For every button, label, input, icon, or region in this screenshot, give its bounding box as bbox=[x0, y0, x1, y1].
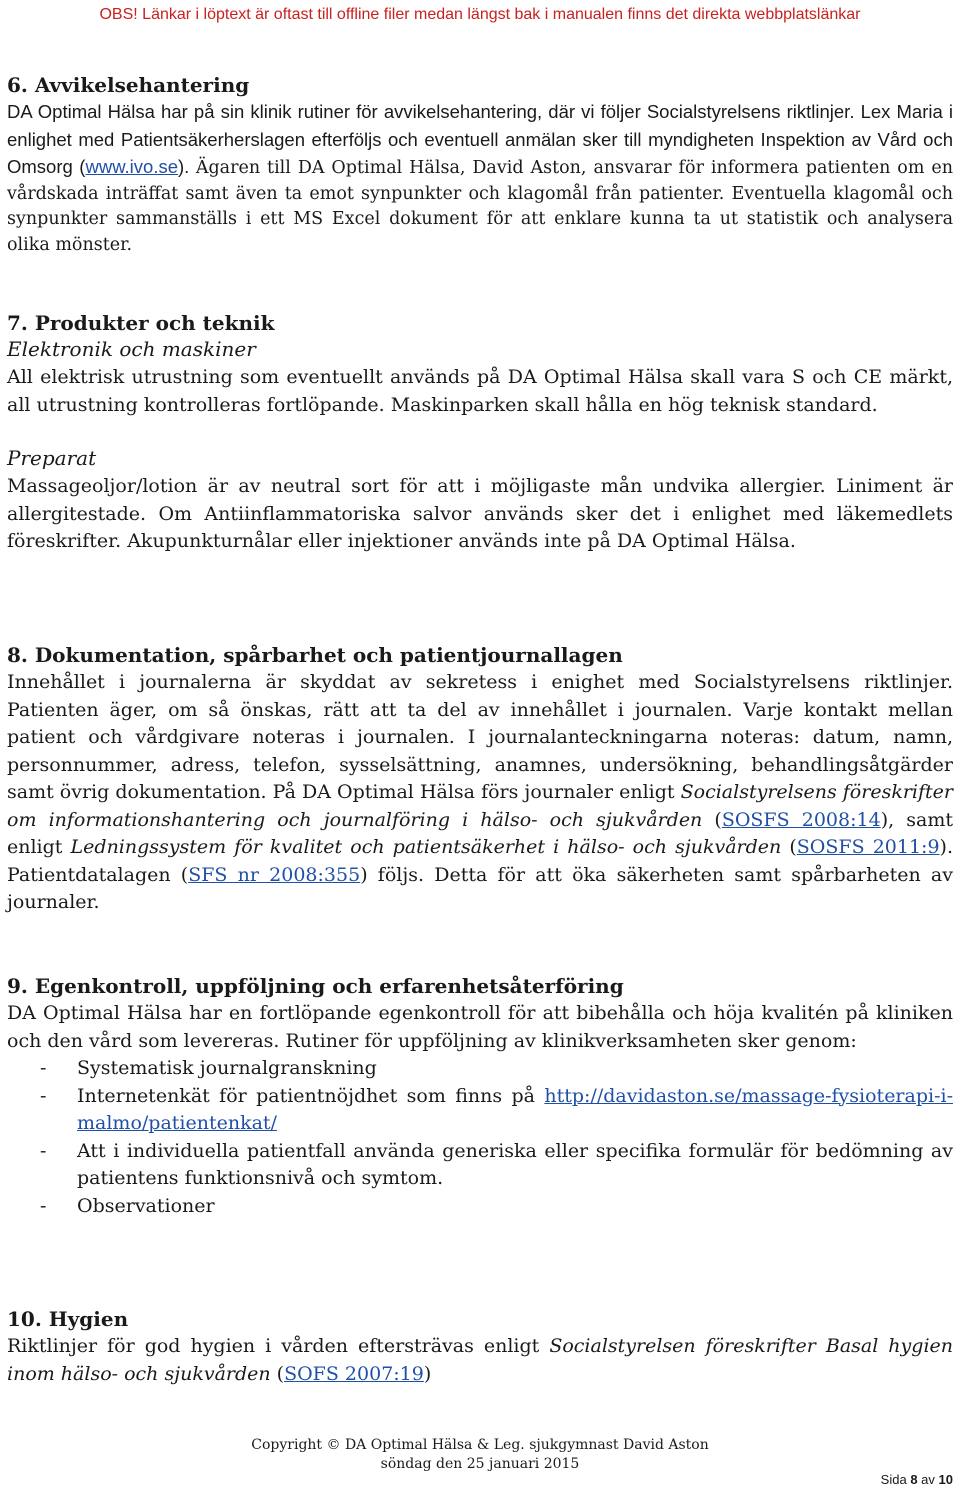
self-control-paragraph: DA Optimal Hälsa har en fortlöpande egenkontroll för att bibehålla och höja kvalitén på kliniken och den vård som levereras. Rutiner för uppföljning av klinikverksamheten sker genom: bbox=[7, 1002, 953, 1052]
section-7 bbox=[7, 310, 953, 556]
sofs-2007-19-link[interactable]: SOFS 2007:19 bbox=[284, 1362, 424, 1385]
doc-text-1: Innehållet i journalerna är skyddat av sekretess i enighet med Socialstyrelsens riktlinjer. Patienten äger, om så önskas, rätt att ta del av innehållet i journalen. Varje kontakt mellan patient och vårdgivare noteras i journalen. I journalanteckningarna noteras: datum, namn, personnummer, adress, telefon, sysselsättning, anamnes, undersökning, behandlingsåtgärder samt övrig dokumentation. På DA Optimal Hälsa förs journaler enligt bbox=[7, 671, 953, 803]
dash-bullet: - bbox=[40, 1139, 47, 1162]
section-6-paragraph bbox=[7, 99, 953, 258]
subheading-preparations: Preparat bbox=[7, 446, 97, 470]
sosfs-2011-9-link[interactable]: SOSFS 2011:9 bbox=[796, 836, 940, 858]
section-10-title: 10. Hygien bbox=[7, 1307, 129, 1331]
documentation-paragraph bbox=[7, 669, 953, 917]
list-item-text: Internetenkät för patientnöjdhet som finns på bbox=[77, 1084, 545, 1107]
page-number bbox=[881, 1472, 953, 1487]
follow-up-list bbox=[7, 1055, 953, 1220]
section-10 bbox=[7, 1306, 953, 1388]
doc-text-4: ( bbox=[781, 836, 797, 858]
section-6-text-a: DA Optimal Hälsa har på sin klinik rutiner för avvikelsehantering, där vi följer Socialstyrelsens riktlinjer. Lex Maria i enlighet med Patientsäkerherslagen efterföljs och eventuell anmälan sker till myndigheten Inspektion av Vård och Omsorg ( bbox=[7, 101, 953, 177]
sfs-2008-355-link[interactable]: SFS nr 2008:355 bbox=[188, 863, 361, 886]
list-item-text: Att i individuella patientfall använda generiska eller specifika formulär för bedömning av patientens funktionsnivå och symtom. bbox=[77, 1139, 953, 1189]
section-6-text-b: ). bbox=[178, 156, 196, 177]
doc-text-5: ). Patientdatalagen ( bbox=[7, 836, 953, 886]
hygiene-text-1: Riktlinjer för god hygien i vården eftersträvas enligt bbox=[7, 1335, 550, 1357]
sosfs-2008-14-link[interactable]: SOSFS 2008:14 bbox=[721, 808, 881, 831]
doc-text-2: ( bbox=[702, 808, 722, 831]
section-6 bbox=[7, 72, 953, 258]
hygiene-text-3: ) bbox=[423, 1362, 432, 1385]
list-item-text: Systematisk journalgranskning bbox=[77, 1057, 377, 1079]
page-prefix: Sida bbox=[880, 1472, 907, 1487]
hygiene-paragraph bbox=[7, 1333, 953, 1388]
list-item-text: Observationer bbox=[77, 1194, 215, 1217]
hygiene-text-2: ( bbox=[270, 1362, 285, 1385]
doc-italic-1: Socialstyrelsens föreskrifter om informationshantering och journalföring i hälso- och sjukvården bbox=[7, 781, 953, 831]
section-6-text-c: Ägaren till DA Optimal Hälsa, David Aston, ansvarar för informera patienten om en vårdskada inträffat samt även ta emot synpunkter och klagomål från patienter. Eventuella klagomål och synpunkter sammanställs i ett MS Excel dokument för att enklare kunna ta ut statistik och analysera olika mönster. bbox=[7, 158, 954, 255]
electronics-paragraph: All elektrisk utrustning som eventuellt används på DA Optimal Hälsa skall vara S och CE märkt, all utrustning kontrolleras fortlöpande. Maskinparken skall hålla en hög teknisk standard. bbox=[7, 366, 953, 416]
subheading-electronics: Elektronik och maskiner bbox=[7, 337, 256, 361]
dash-bullet: - bbox=[40, 1057, 47, 1079]
section-9 bbox=[7, 973, 953, 1220]
copyright-line: Copyright © DA Optimal Hälsa & Leg. sjukgymnast David Aston bbox=[251, 1437, 709, 1453]
footer-date: söndag den 25 januari 2015 bbox=[380, 1456, 580, 1472]
section-8-title: 8. Dokumentation, spårbarhet och patientjournallagen bbox=[7, 643, 623, 667]
list-item bbox=[7, 1083, 953, 1138]
list-item bbox=[7, 1193, 953, 1221]
list-item bbox=[7, 1055, 953, 1083]
page-footer bbox=[0, 1436, 960, 1474]
offline-links-notice: OBS! Länkar i löptext är oftast till offline filer medan längst bak i manualen finns det direkta webbplatslänkar bbox=[0, 0, 960, 30]
dash-bullet: - bbox=[40, 1084, 47, 1107]
section-8 bbox=[7, 642, 953, 917]
list-item bbox=[7, 1138, 953, 1193]
page-current: 8 bbox=[910, 1472, 918, 1487]
doc-italic-2: Ledningssystem för kvalitet och patientsäkerhet i hälso- och sjukvården bbox=[70, 836, 782, 858]
patient-survey-link[interactable]: http://davidaston.se/massage-fysioterapi-i-malmo/patientenkat/ bbox=[77, 1084, 953, 1134]
section-6-title: 6. Avvikelsehantering bbox=[7, 73, 250, 97]
doc-text-6: ) följs. Detta för att öka säkerheten samt spårbarheten av journaler. bbox=[7, 863, 953, 913]
dash-bullet: - bbox=[40, 1194, 47, 1217]
preparations-paragraph: Massageoljor/lotion är av neutral sort för att i möjligaste mån undvika allergier. Liniment är allergitestade. Om Antiinflammatoriska salvor används sker det i enlighet med läkemedlets föreskrifter. Akupunkturnålar eller injektioner används inte på DA Optimal Hälsa. bbox=[7, 475, 953, 552]
hygiene-italic: Socialstyrelsen föreskrifter Basal hygien inom hälso- och sjukvården bbox=[7, 1335, 953, 1385]
page-total: 10 bbox=[938, 1472, 953, 1487]
section-9-title: 9. Egenkontroll, uppföljning och erfarenhetsåterföring bbox=[7, 974, 624, 998]
section-7-title: 7. Produkter och teknik bbox=[7, 311, 275, 335]
doc-text-3: ), samt enligt bbox=[7, 808, 953, 858]
page-sep: av bbox=[921, 1472, 935, 1487]
ivo-link[interactable]: www.ivo.se bbox=[85, 156, 179, 177]
